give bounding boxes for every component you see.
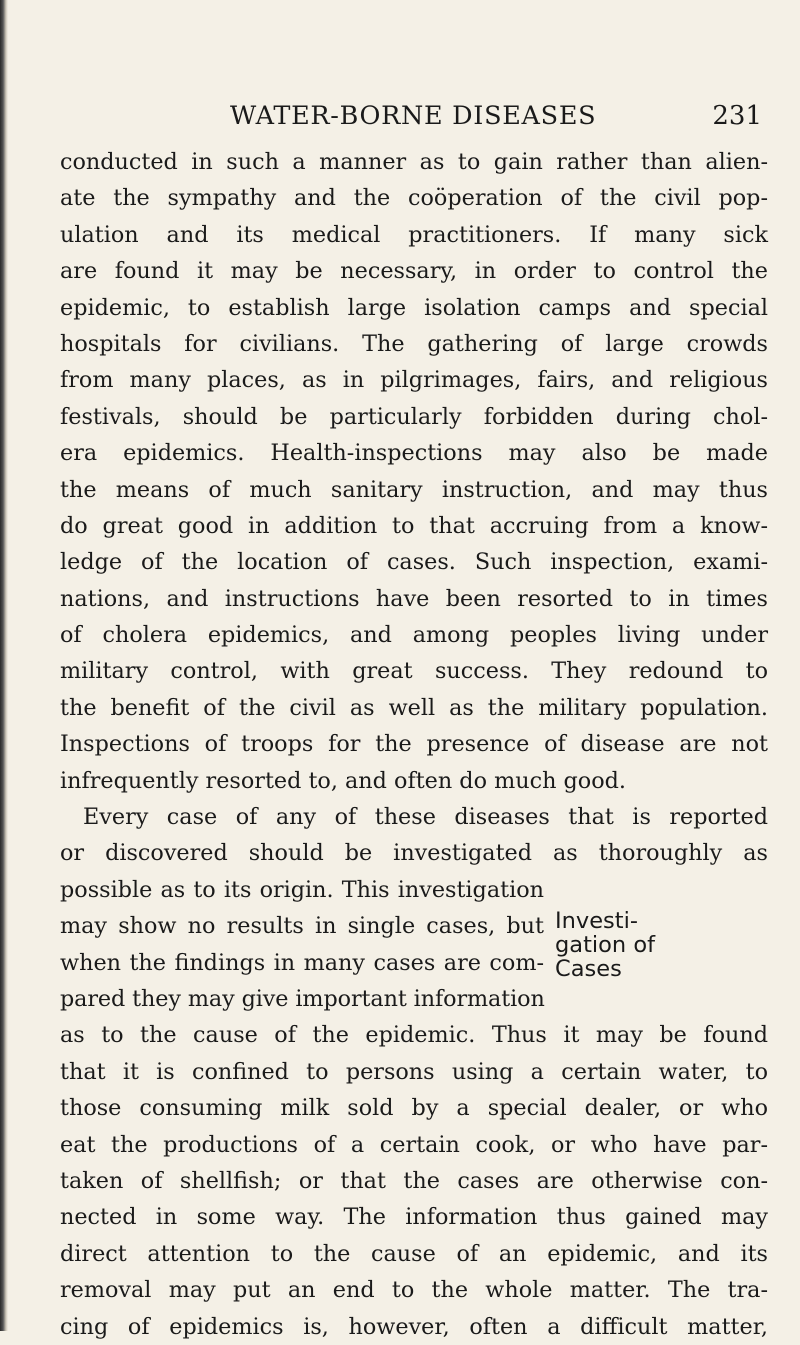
running-title: WATER-BORNE DISEASES <box>230 101 597 131</box>
text-line: from many places, as in pilgrimages, fairs, and religious <box>60 367 768 394</box>
text-line: when the findings in many cases are com- <box>60 949 544 976</box>
text-line: do great good in addition to that accruing from a know- <box>60 512 768 539</box>
sidenote-line: Investi- <box>555 908 638 934</box>
text-line: nected in some way. The information thus gained may <box>60 1204 768 1231</box>
text-line: era epidemics. Health-inspections may also be made <box>60 440 768 467</box>
running-head <box>62 96 762 136</box>
text-line: nations, and instructions have been resorted to in times <box>60 585 768 612</box>
text-line: ledge of the location of cases. Such inspection, exami- <box>60 549 768 576</box>
margin-sidenote <box>555 909 705 981</box>
text-line: that it is confined to persons using a certain water, to <box>60 1058 768 1085</box>
sidenote-line: gation of <box>555 932 656 958</box>
sidenote-line: Cases <box>555 956 622 982</box>
text-line: removal may put an end to the whole matter. The tra- <box>60 1277 768 1304</box>
text-line: Inspections of troops for the presence of disease are not <box>60 731 768 758</box>
text-line: festivals, should be particularly forbidden during chol- <box>60 403 768 430</box>
text-line: Every case of any of these diseases that is reported <box>83 804 768 831</box>
text-line: conducted in such a manner as to gain rather than alien- <box>60 149 768 175</box>
body-text <box>60 144 768 1345</box>
text-line: taken of shellfish; or that the cases are otherwise con- <box>60 1167 768 1194</box>
text-line: possible as to its origin. This investigation <box>60 876 544 903</box>
text-line: those consuming milk sold by a special dealer, or who <box>60 1095 768 1122</box>
text-line: the benefit of the civil as well as the military population. <box>60 694 768 721</box>
text-line: direct attention to the cause of an epidemic, and its <box>60 1240 768 1267</box>
text-line: or discovered should be investigated as thoroughly as <box>60 840 768 867</box>
text-line: of cholera epidemics, and among peoples living under <box>60 622 768 649</box>
page-binding-edge <box>0 0 8 1331</box>
text-line: the means of much sanitary instruction, and may thus <box>60 476 768 503</box>
text-line: infrequently resorted to, and often do much good. <box>60 767 627 794</box>
text-line: ate the sympathy and the coöperation of the civil pop- <box>60 185 768 212</box>
text-line: hospitals for civilians. The gathering of large crowds <box>60 330 768 357</box>
text-line: ulation and its medical practitioners. If many sick <box>60 221 768 248</box>
text-line: pared they may give important information <box>60 985 545 1012</box>
text-line: as to the cause of the epidemic. Thus it may be found <box>60 1022 768 1049</box>
text-line: epidemic, to establish large isolation camps and special <box>60 294 768 321</box>
text-line: military control, with great success. They redound to <box>60 658 768 685</box>
text-line: eat the productions of a certain cook, or who have par- <box>60 1131 768 1158</box>
page-number: 231 <box>712 101 762 131</box>
text-line: cing of epidemics is, however, often a difficult matter, <box>60 1313 768 1340</box>
text-line: are found it may be necessary, in order to control the <box>60 258 768 285</box>
text-line: may show no results in single cases, but <box>60 913 544 940</box>
